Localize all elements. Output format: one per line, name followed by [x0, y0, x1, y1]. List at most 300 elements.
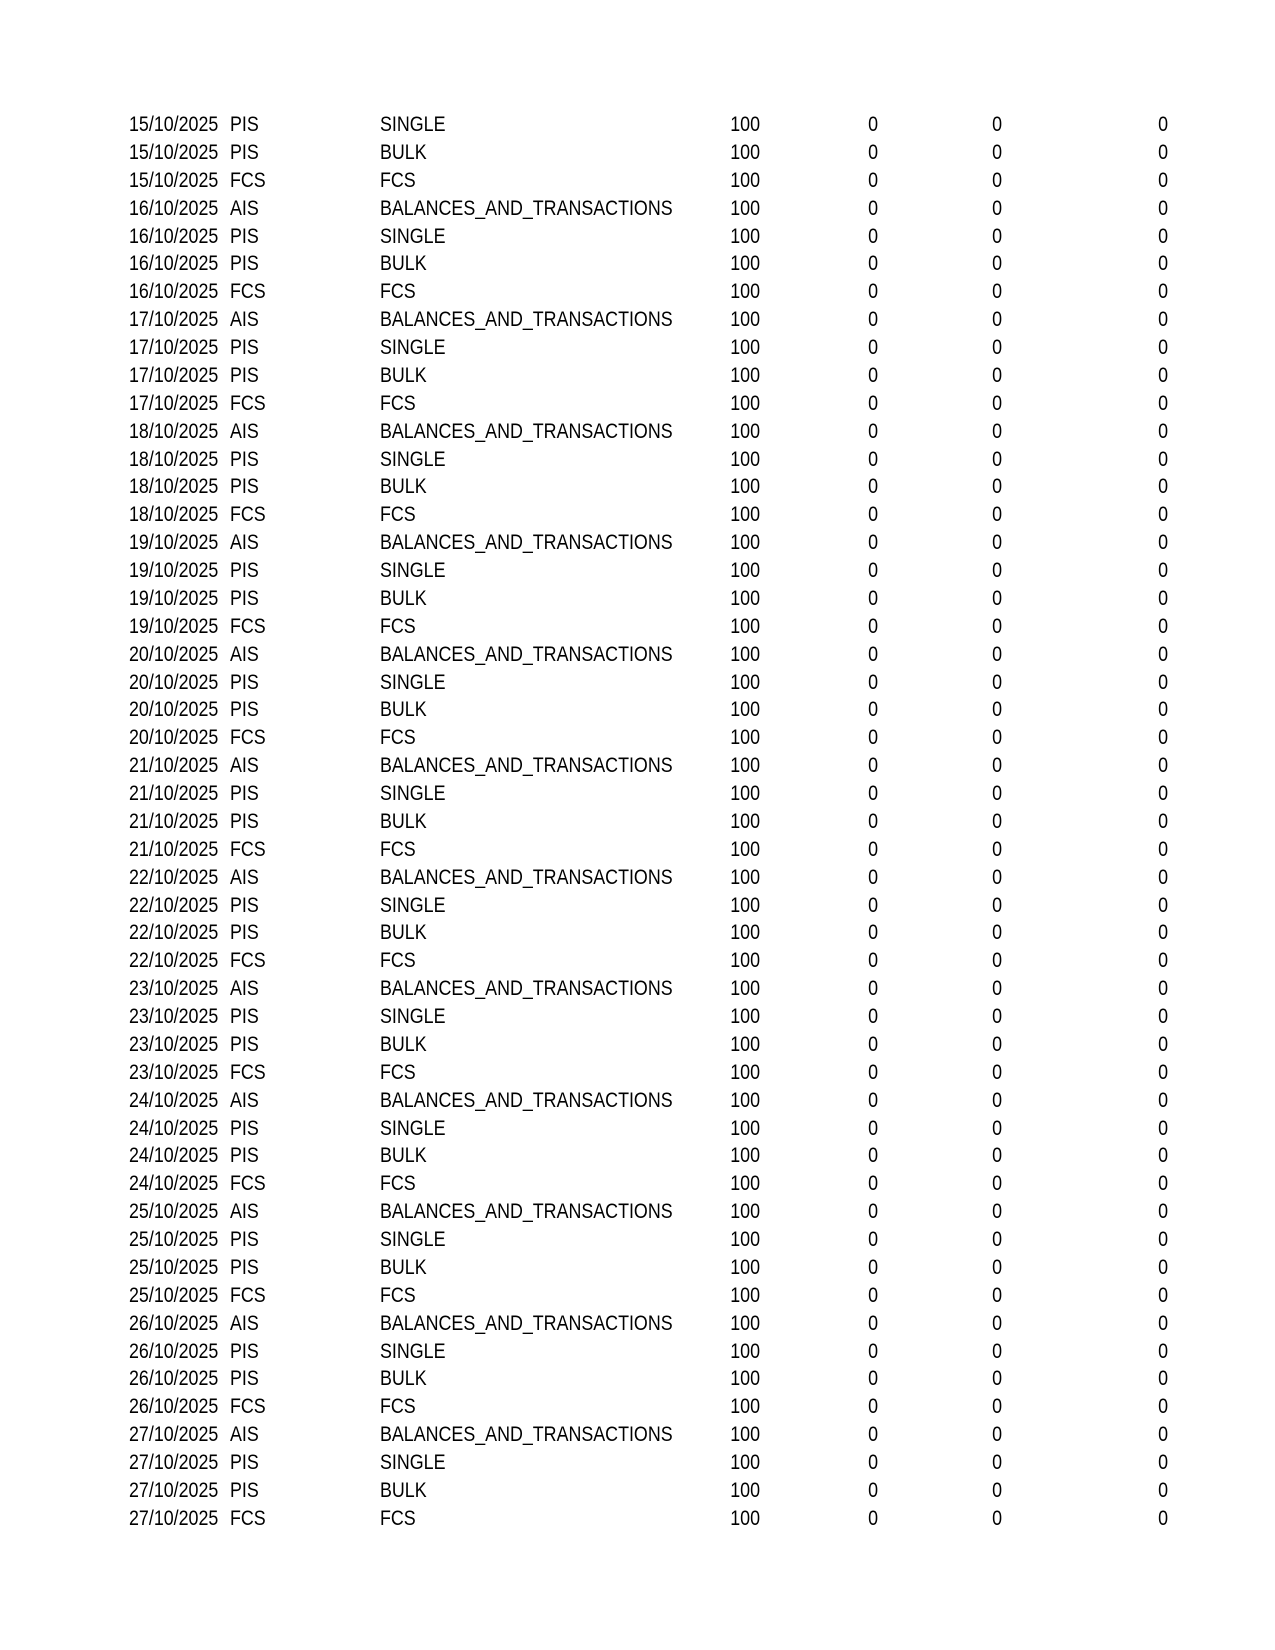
table-row [0, 1254, 1275, 1282]
value4-cell: 0 [1158, 1255, 1168, 1279]
value2-cell: 0 [868, 363, 878, 387]
request-type-cell: FCS [380, 391, 416, 415]
table-row [0, 1365, 1275, 1393]
value3-cell: 0 [992, 559, 1002, 582]
date-cell: 23/10/2025 [129, 977, 219, 1001]
value3-cell: 0 [992, 726, 1002, 750]
value1-cell: 100 [730, 1255, 760, 1279]
service-cell: FCS [230, 391, 266, 415]
request-type-cell: BALANCES_AND_TRANSACTIONS [380, 531, 673, 555]
service-cell: PIS [230, 1228, 259, 1251]
value4-cell: 0 [1158, 754, 1168, 778]
table-row [0, 1282, 1275, 1310]
service-cell: PIS [230, 809, 259, 833]
table-row [0, 418, 1275, 446]
request-type-cell: BULK [380, 586, 427, 610]
table-row [0, 446, 1275, 474]
service-cell: FCS [230, 1395, 266, 1419]
table-row [0, 613, 1275, 641]
value3-cell: 0 [992, 1283, 1002, 1307]
value1-cell: 100 [730, 503, 760, 527]
table-row [0, 1505, 1275, 1533]
value2-cell: 0 [868, 168, 878, 192]
value3-cell: 0 [992, 754, 1002, 778]
value4-cell: 0 [1158, 809, 1168, 833]
value2-cell: 0 [868, 949, 878, 973]
value1-cell: 100 [730, 1367, 760, 1391]
value2-cell: 0 [868, 1172, 878, 1196]
value1-cell: 100 [730, 531, 760, 555]
report-table [0, 111, 1275, 1533]
service-cell: PIS [230, 475, 259, 499]
request-type-cell: BULK [380, 698, 427, 722]
service-cell: PIS [230, 670, 259, 694]
request-type-cell: SINGLE [380, 447, 446, 471]
value1-cell: 100 [730, 865, 760, 889]
value1-cell: 100 [730, 893, 760, 917]
value4-cell: 0 [1158, 642, 1168, 666]
request-type-cell: BALANCES_AND_TRANSACTIONS [380, 1423, 673, 1447]
value1-cell: 100 [730, 140, 760, 164]
service-cell: AIS [230, 308, 259, 332]
value4-cell: 0 [1158, 1172, 1168, 1196]
value4-cell: 0 [1158, 977, 1168, 1001]
value2-cell: 0 [868, 1478, 878, 1502]
value2-cell: 0 [868, 140, 878, 164]
value3-cell: 0 [992, 893, 1002, 917]
value2-cell: 0 [868, 698, 878, 722]
value1-cell: 100 [730, 1116, 760, 1140]
value2-cell: 0 [868, 1144, 878, 1168]
request-type-cell: BULK [380, 1144, 427, 1168]
table-row [0, 390, 1275, 418]
request-type-cell: FCS [380, 1395, 416, 1419]
request-type-cell: BALANCES_AND_TRANSACTIONS [380, 1088, 673, 1112]
request-type-cell: FCS [380, 949, 416, 973]
value3-cell: 0 [992, 1088, 1002, 1112]
request-type-cell: SINGLE [380, 1451, 446, 1474]
value3-cell: 0 [992, 782, 1002, 805]
request-type-cell: FCS [380, 1172, 416, 1196]
request-type-cell: BALANCES_AND_TRANSACTIONS [380, 754, 673, 778]
value3-cell: 0 [992, 865, 1002, 889]
service-cell: PIS [230, 224, 259, 248]
value4-cell: 0 [1158, 140, 1168, 164]
table-row [0, 111, 1275, 139]
value2-cell: 0 [868, 308, 878, 332]
date-cell: 22/10/2025 [129, 921, 219, 945]
service-cell: PIS [230, 1255, 259, 1279]
value1-cell: 100 [730, 196, 760, 220]
value2-cell: 0 [868, 503, 878, 527]
request-type-cell: FCS [380, 1283, 416, 1307]
date-cell: 21/10/2025 [129, 754, 219, 778]
value4-cell: 0 [1158, 503, 1168, 527]
value2-cell: 0 [868, 642, 878, 666]
value3-cell: 0 [992, 642, 1002, 666]
value4-cell: 0 [1158, 1144, 1168, 1168]
value2-cell: 0 [868, 586, 878, 610]
value2-cell: 0 [868, 1060, 878, 1084]
service-cell: FCS [230, 1506, 266, 1530]
value2-cell: 0 [868, 1339, 878, 1363]
table-row [0, 669, 1275, 697]
service-cell: PIS [230, 140, 259, 164]
date-cell: 27/10/2025 [129, 1451, 219, 1474]
value2-cell: 0 [868, 893, 878, 917]
value3-cell: 0 [992, 1060, 1002, 1084]
value2-cell: 0 [868, 670, 878, 694]
date-cell: 26/10/2025 [129, 1367, 219, 1391]
date-cell: 25/10/2025 [129, 1200, 219, 1224]
request-type-cell: BULK [380, 1255, 427, 1279]
service-cell: AIS [230, 865, 259, 889]
value2-cell: 0 [868, 336, 878, 359]
table-row [0, 1003, 1275, 1031]
value1-cell: 100 [730, 1283, 760, 1307]
value4-cell: 0 [1158, 865, 1168, 889]
table-row [0, 1170, 1275, 1198]
value2-cell: 0 [868, 1395, 878, 1419]
value1-cell: 100 [730, 1478, 760, 1502]
value4-cell: 0 [1158, 280, 1168, 304]
value2-cell: 0 [868, 1005, 878, 1028]
value2-cell: 0 [868, 280, 878, 304]
service-cell: PIS [230, 113, 259, 136]
value3-cell: 0 [992, 531, 1002, 555]
service-cell: AIS [230, 1311, 259, 1335]
value2-cell: 0 [868, 837, 878, 861]
request-type-cell: BALANCES_AND_TRANSACTIONS [380, 1200, 673, 1224]
value3-cell: 0 [992, 419, 1002, 443]
table-row [0, 223, 1275, 251]
service-cell: PIS [230, 1005, 259, 1028]
service-cell: PIS [230, 252, 259, 276]
request-type-cell: FCS [380, 726, 416, 750]
value3-cell: 0 [992, 1339, 1002, 1363]
value2-cell: 0 [868, 252, 878, 276]
value3-cell: 0 [992, 586, 1002, 610]
value1-cell: 100 [730, 754, 760, 778]
date-cell: 16/10/2025 [129, 224, 219, 248]
date-cell: 20/10/2025 [129, 642, 219, 666]
date-cell: 17/10/2025 [129, 308, 219, 332]
date-cell: 16/10/2025 [129, 252, 219, 276]
table-row [0, 696, 1275, 724]
value1-cell: 100 [730, 977, 760, 1001]
service-cell: AIS [230, 1088, 259, 1112]
value2-cell: 0 [868, 1506, 878, 1530]
value1-cell: 100 [730, 1395, 760, 1419]
table-row [0, 752, 1275, 780]
table-row [0, 362, 1275, 390]
date-cell: 23/10/2025 [129, 1032, 219, 1056]
value1-cell: 100 [730, 921, 760, 945]
request-type-cell: BULK [380, 475, 427, 499]
value3-cell: 0 [992, 391, 1002, 415]
service-cell: FCS [230, 614, 266, 638]
date-cell: 16/10/2025 [129, 196, 219, 220]
value2-cell: 0 [868, 447, 878, 471]
request-type-cell: SINGLE [380, 782, 446, 805]
table-row [0, 1198, 1275, 1226]
value1-cell: 100 [730, 559, 760, 582]
table-row [0, 1477, 1275, 1505]
value4-cell: 0 [1158, 1200, 1168, 1224]
request-type-cell: BULK [380, 1478, 427, 1502]
request-type-cell: BALANCES_AND_TRANSACTIONS [380, 196, 673, 220]
table-row [0, 864, 1275, 892]
value4-cell: 0 [1158, 949, 1168, 973]
value4-cell: 0 [1158, 1060, 1168, 1084]
service-cell: FCS [230, 168, 266, 192]
value4-cell: 0 [1158, 475, 1168, 499]
request-type-cell: BULK [380, 1367, 427, 1391]
value3-cell: 0 [992, 280, 1002, 304]
value2-cell: 0 [868, 754, 878, 778]
table-row [0, 1310, 1275, 1338]
date-cell: 17/10/2025 [129, 391, 219, 415]
date-cell: 25/10/2025 [129, 1255, 219, 1279]
request-type-cell: SINGLE [380, 336, 446, 359]
value2-cell: 0 [868, 921, 878, 945]
value1-cell: 100 [730, 614, 760, 638]
value4-cell: 0 [1158, 196, 1168, 220]
value4-cell: 0 [1158, 1478, 1168, 1502]
value4-cell: 0 [1158, 1395, 1168, 1419]
value4-cell: 0 [1158, 1311, 1168, 1335]
date-cell: 24/10/2025 [129, 1172, 219, 1196]
service-cell: PIS [230, 1339, 259, 1363]
value1-cell: 100 [730, 252, 760, 276]
value1-cell: 100 [730, 670, 760, 694]
value4-cell: 0 [1158, 1116, 1168, 1140]
value4-cell: 0 [1158, 1506, 1168, 1530]
value4-cell: 0 [1158, 1423, 1168, 1447]
request-type-cell: FCS [380, 1060, 416, 1084]
value1-cell: 100 [730, 698, 760, 722]
value3-cell: 0 [992, 475, 1002, 499]
request-type-cell: SINGLE [380, 1116, 446, 1140]
table-row [0, 892, 1275, 920]
request-type-cell: FCS [380, 280, 416, 304]
value2-cell: 0 [868, 1311, 878, 1335]
value3-cell: 0 [992, 1451, 1002, 1474]
table-row [0, 947, 1275, 975]
value2-cell: 0 [868, 1451, 878, 1474]
service-cell: FCS [230, 1060, 266, 1084]
value1-cell: 100 [730, 168, 760, 192]
request-type-cell: FCS [380, 1506, 416, 1530]
value4-cell: 0 [1158, 559, 1168, 582]
request-type-cell: SINGLE [380, 224, 446, 248]
date-cell: 16/10/2025 [129, 280, 219, 304]
value1-cell: 100 [730, 949, 760, 973]
request-type-cell: BULK [380, 363, 427, 387]
date-cell: 22/10/2025 [129, 893, 219, 917]
service-cell: PIS [230, 1367, 259, 1391]
table-row [0, 1087, 1275, 1115]
value1-cell: 100 [730, 782, 760, 805]
date-cell: 20/10/2025 [129, 726, 219, 750]
request-type-cell: SINGLE [380, 113, 446, 136]
value3-cell: 0 [992, 809, 1002, 833]
date-cell: 19/10/2025 [129, 614, 219, 638]
table-row [0, 139, 1275, 167]
request-type-cell: SINGLE [380, 1339, 446, 1363]
service-cell: PIS [230, 363, 259, 387]
service-cell: PIS [230, 1451, 259, 1474]
table-row [0, 1115, 1275, 1143]
value3-cell: 0 [992, 363, 1002, 387]
value3-cell: 0 [992, 698, 1002, 722]
value4-cell: 0 [1158, 782, 1168, 805]
value1-cell: 100 [730, 1311, 760, 1335]
value2-cell: 0 [868, 224, 878, 248]
value2-cell: 0 [868, 1255, 878, 1279]
date-cell: 22/10/2025 [129, 949, 219, 973]
request-type-cell: BALANCES_AND_TRANSACTIONS [380, 308, 673, 332]
request-type-cell: BULK [380, 140, 427, 164]
value3-cell: 0 [992, 1172, 1002, 1196]
service-cell: AIS [230, 1200, 259, 1224]
value1-cell: 100 [730, 586, 760, 610]
value3-cell: 0 [992, 168, 1002, 192]
table-row [0, 529, 1275, 557]
service-cell: PIS [230, 698, 259, 722]
value2-cell: 0 [868, 726, 878, 750]
table-row [0, 808, 1275, 836]
date-cell: 20/10/2025 [129, 670, 219, 694]
table-row [0, 195, 1275, 223]
value1-cell: 100 [730, 1228, 760, 1251]
value4-cell: 0 [1158, 113, 1168, 136]
service-cell: PIS [230, 1032, 259, 1056]
table-row [0, 1142, 1275, 1170]
request-type-cell: BALANCES_AND_TRANSACTIONS [380, 642, 673, 666]
value1-cell: 100 [730, 642, 760, 666]
value4-cell: 0 [1158, 1283, 1168, 1307]
value3-cell: 0 [992, 1395, 1002, 1419]
table-row [0, 1338, 1275, 1366]
service-cell: PIS [230, 1116, 259, 1140]
value4-cell: 0 [1158, 308, 1168, 332]
service-cell: FCS [230, 503, 266, 527]
date-cell: 25/10/2025 [129, 1283, 219, 1307]
value4-cell: 0 [1158, 921, 1168, 945]
service-cell: AIS [230, 754, 259, 778]
date-cell: 21/10/2025 [129, 809, 219, 833]
value3-cell: 0 [992, 336, 1002, 359]
date-cell: 27/10/2025 [129, 1478, 219, 1502]
table-row [0, 585, 1275, 613]
table-row [0, 1421, 1275, 1449]
service-cell: PIS [230, 1144, 259, 1168]
value1-cell: 100 [730, 726, 760, 750]
table-row [0, 724, 1275, 752]
service-cell: FCS [230, 280, 266, 304]
request-type-cell: BALANCES_AND_TRANSACTIONS [380, 977, 673, 1001]
date-cell: 26/10/2025 [129, 1339, 219, 1363]
value2-cell: 0 [868, 782, 878, 805]
value4-cell: 0 [1158, 419, 1168, 443]
date-cell: 15/10/2025 [129, 168, 219, 192]
date-cell: 18/10/2025 [129, 503, 219, 527]
service-cell: AIS [230, 642, 259, 666]
value1-cell: 100 [730, 1423, 760, 1447]
value4-cell: 0 [1158, 252, 1168, 276]
service-cell: PIS [230, 921, 259, 945]
request-type-cell: FCS [380, 503, 416, 527]
value3-cell: 0 [992, 1116, 1002, 1140]
value3-cell: 0 [992, 837, 1002, 861]
value4-cell: 0 [1158, 837, 1168, 861]
request-type-cell: BULK [380, 921, 427, 945]
table-row [0, 1031, 1275, 1059]
request-type-cell: SINGLE [380, 893, 446, 917]
value4-cell: 0 [1158, 670, 1168, 694]
value4-cell: 0 [1158, 224, 1168, 248]
value1-cell: 100 [730, 837, 760, 861]
service-cell: FCS [230, 837, 266, 861]
service-cell: PIS [230, 893, 259, 917]
value3-cell: 0 [992, 1144, 1002, 1168]
date-cell: 17/10/2025 [129, 336, 219, 359]
request-type-cell: BULK [380, 809, 427, 833]
request-type-cell: BULK [380, 1032, 427, 1056]
service-cell: FCS [230, 1172, 266, 1196]
value2-cell: 0 [868, 1200, 878, 1224]
value1-cell: 100 [730, 391, 760, 415]
service-cell: PIS [230, 559, 259, 582]
value1-cell: 100 [730, 447, 760, 471]
value4-cell: 0 [1158, 698, 1168, 722]
value3-cell: 0 [992, 1228, 1002, 1251]
value4-cell: 0 [1158, 447, 1168, 471]
value2-cell: 0 [868, 419, 878, 443]
date-cell: 18/10/2025 [129, 419, 219, 443]
value2-cell: 0 [868, 391, 878, 415]
value4-cell: 0 [1158, 726, 1168, 750]
request-type-cell: BULK [380, 252, 427, 276]
date-cell: 24/10/2025 [129, 1144, 219, 1168]
table-row [0, 278, 1275, 306]
date-cell: 22/10/2025 [129, 865, 219, 889]
request-type-cell: BALANCES_AND_TRANSACTIONS [380, 419, 673, 443]
service-cell: PIS [230, 336, 259, 359]
value2-cell: 0 [868, 809, 878, 833]
value3-cell: 0 [992, 1367, 1002, 1391]
value1-cell: 100 [730, 1144, 760, 1168]
value4-cell: 0 [1158, 1339, 1168, 1363]
table-row [0, 167, 1275, 195]
table-row [0, 557, 1275, 585]
service-cell: FCS [230, 949, 266, 973]
value2-cell: 0 [868, 531, 878, 555]
value2-cell: 0 [868, 1283, 878, 1307]
value4-cell: 0 [1158, 893, 1168, 917]
date-cell: 18/10/2025 [129, 447, 219, 471]
value1-cell: 100 [730, 1088, 760, 1112]
table-row [0, 1059, 1275, 1087]
value4-cell: 0 [1158, 1032, 1168, 1056]
date-cell: 20/10/2025 [129, 698, 219, 722]
value4-cell: 0 [1158, 586, 1168, 610]
value4-cell: 0 [1158, 391, 1168, 415]
date-cell: 21/10/2025 [129, 782, 219, 805]
service-cell: AIS [230, 419, 259, 443]
value4-cell: 0 [1158, 614, 1168, 638]
